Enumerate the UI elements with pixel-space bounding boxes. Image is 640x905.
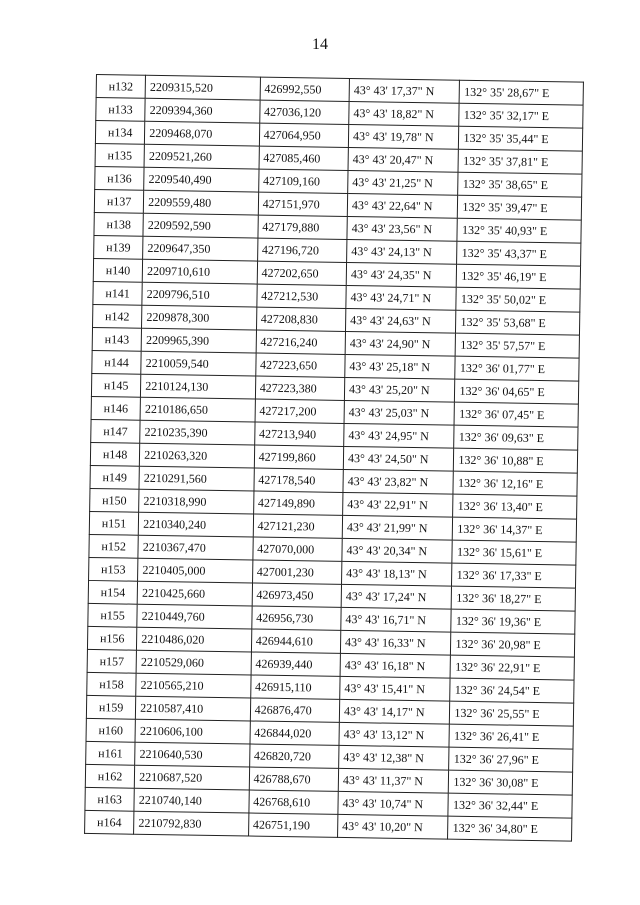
point-id-cell: н150	[90, 488, 140, 512]
x-coordinate-cell: 2209315,520	[145, 75, 260, 100]
y-coordinate-cell: 427208,830	[256, 307, 346, 331]
y-coordinate-cell: 427070,000	[253, 537, 343, 561]
latitude-cell: 43° 43' 24,13" N	[347, 239, 458, 264]
latitude-cell: 43° 43' 10,74" N	[338, 791, 449, 816]
y-coordinate-cell: 427179,880	[258, 215, 348, 239]
x-coordinate-cell: 2210640,530	[135, 742, 250, 767]
latitude-cell: 43° 43' 23,56" N	[347, 216, 458, 241]
x-coordinate-cell: 2210486,020	[137, 627, 252, 652]
x-coordinate-cell: 2210606,100	[135, 719, 250, 744]
latitude-cell: 43° 43' 20,34" N	[342, 538, 453, 563]
longitude-cell: 132° 36' 19,36" E	[451, 609, 575, 634]
latitude-cell: 43° 43' 24,63" N	[346, 308, 457, 333]
latitude-cell: 43° 43' 24,50" N	[343, 446, 454, 471]
x-coordinate-cell: 2210263,320	[140, 443, 255, 468]
y-coordinate-cell: 427216,240	[256, 330, 346, 354]
y-coordinate-cell: 426844,020	[250, 721, 340, 745]
point-id-cell: н148	[90, 442, 140, 466]
longitude-cell: 132° 36' 32,44" E	[448, 793, 572, 818]
latitude-cell: 43° 43' 24,95" N	[344, 423, 455, 448]
latitude-cell: 43° 43' 22,91" N	[343, 492, 454, 517]
latitude-cell: 43° 43' 24,71" N	[346, 285, 457, 310]
x-coordinate-cell: 2209647,350	[143, 236, 258, 261]
longitude-cell: 132° 36' 01,77" E	[455, 356, 579, 381]
point-id-cell: н158	[87, 672, 137, 696]
point-id-cell: н141	[93, 281, 143, 305]
x-coordinate-cell: 2210186,650	[140, 397, 255, 422]
longitude-cell: 132° 35' 32,17" E	[459, 103, 583, 128]
point-id-cell: н155	[88, 603, 138, 627]
y-coordinate-cell: 427085,460	[259, 146, 349, 170]
longitude-cell: 132° 36' 15,61" E	[452, 540, 576, 565]
point-id-cell: н152	[89, 534, 139, 558]
x-coordinate-cell: 2209710,610	[142, 259, 257, 284]
longitude-cell: 132° 36' 04,65" E	[455, 379, 579, 404]
longitude-cell: 132° 36' 17,33" E	[452, 563, 576, 588]
point-id-cell: н159	[86, 695, 136, 719]
y-coordinate-cell: 427064,950	[259, 123, 349, 147]
y-coordinate-cell: 426788,670	[249, 767, 339, 791]
point-id-cell: н153	[89, 557, 139, 581]
longitude-cell: 132° 36' 30,08" E	[449, 770, 573, 795]
latitude-cell: 43° 43' 18,13" N	[342, 561, 453, 586]
point-id-cell: н142	[93, 304, 143, 328]
point-id-cell: н164	[85, 810, 135, 834]
y-coordinate-cell: 427217,200	[255, 399, 345, 423]
longitude-cell: 132° 35' 38,65" E	[458, 172, 582, 197]
x-coordinate-cell: 2210565,210	[136, 673, 251, 698]
latitude-cell: 43° 43' 10,20" N	[338, 814, 449, 839]
y-coordinate-cell: 426768,610	[249, 790, 339, 814]
longitude-cell: 132° 35' 35,44" E	[459, 126, 583, 151]
point-id-cell: н134	[95, 121, 145, 145]
x-coordinate-cell: 2210318,990	[139, 489, 254, 514]
latitude-cell: 43° 43' 24,35" N	[346, 262, 457, 287]
latitude-cell: 43° 43' 15,41" N	[340, 676, 451, 701]
latitude-cell: 43° 43' 16,18" N	[340, 653, 451, 678]
x-coordinate-cell: 2210124,130	[141, 374, 256, 399]
point-id-cell: н154	[88, 580, 138, 604]
x-coordinate-cell: 2210740,140	[134, 788, 249, 813]
point-id-cell: н139	[94, 235, 144, 259]
longitude-cell: 132° 36' 12,16" E	[453, 471, 577, 496]
x-coordinate-cell: 2209592,590	[143, 213, 258, 238]
latitude-cell: 43° 43' 25,20" N	[344, 377, 455, 402]
longitude-cell: 132° 35' 43,37" E	[457, 241, 581, 266]
y-coordinate-cell: 427121,230	[253, 514, 343, 538]
y-coordinate-cell: 427223,380	[255, 376, 345, 400]
longitude-cell: 132° 35' 53,68" E	[456, 310, 580, 335]
longitude-cell: 132° 36' 07,45" E	[454, 402, 578, 427]
y-coordinate-cell: 426876,470	[250, 698, 340, 722]
longitude-cell: 132° 36' 22,91" E	[451, 655, 575, 680]
point-id-cell: н162	[85, 764, 135, 788]
point-id-cell: н135	[95, 143, 145, 167]
latitude-cell: 43° 43' 14,17" N	[339, 699, 450, 724]
y-coordinate-cell: 426956,730	[251, 606, 341, 630]
point-id-cell: н133	[96, 98, 146, 122]
y-coordinate-cell: 427001,230	[252, 560, 342, 584]
longitude-cell: 132° 35' 40,93" E	[457, 218, 581, 243]
point-id-cell: н149	[90, 465, 140, 489]
longitude-cell: 132° 35' 50,02" E	[456, 287, 580, 312]
x-coordinate-cell: 2209394,360	[145, 98, 260, 123]
latitude-cell: 43° 43' 23,82" N	[343, 469, 454, 494]
longitude-cell: 132° 36' 09,63" E	[454, 425, 578, 450]
longitude-cell: 132° 36' 24,54" E	[450, 678, 574, 703]
x-coordinate-cell: 2210687,520	[134, 765, 249, 790]
longitude-cell: 132° 36' 27,96" E	[449, 747, 573, 772]
y-coordinate-cell: 426992,550	[260, 77, 350, 101]
point-id-cell: н137	[94, 189, 144, 213]
point-id-cell: н140	[93, 258, 143, 282]
x-coordinate-cell: 2210587,410	[136, 696, 251, 721]
longitude-cell: 132° 35' 28,67" E	[460, 80, 584, 105]
latitude-cell: 43° 43' 18,82" N	[349, 101, 460, 126]
y-coordinate-cell: 427212,530	[257, 284, 347, 308]
longitude-cell: 132° 35' 46,19" E	[457, 264, 581, 289]
x-coordinate-cell: 2210529,060	[136, 650, 251, 675]
y-coordinate-cell: 427151,970	[258, 192, 348, 216]
y-coordinate-cell: 427036,120	[259, 100, 349, 124]
latitude-cell: 43° 43' 22,64" N	[347, 193, 458, 218]
point-id-cell: н138	[94, 212, 144, 236]
point-id-cell: н136	[95, 166, 145, 190]
longitude-cell: 132° 35' 57,57" E	[456, 333, 580, 358]
y-coordinate-cell: 426820,720	[249, 744, 339, 768]
point-id-cell: н163	[85, 787, 135, 811]
latitude-cell: 43° 43' 20,47" N	[348, 147, 459, 172]
point-id-cell: н157	[87, 649, 137, 673]
y-coordinate-cell: 427109,160	[258, 169, 348, 193]
x-coordinate-cell: 2210405,000	[138, 558, 253, 583]
longitude-cell: 132° 35' 39,47" E	[458, 195, 582, 220]
latitude-cell: 43° 43' 13,12" N	[339, 722, 450, 747]
coordinates-table-body	[85, 75, 584, 842]
point-id-cell: н144	[92, 350, 142, 374]
latitude-cell: 43° 43' 11,37" N	[338, 768, 449, 793]
coordinates-table	[84, 74, 584, 842]
latitude-cell: 43° 43' 21,25" N	[348, 170, 459, 195]
point-id-cell: н147	[91, 419, 141, 443]
point-id-cell: н132	[96, 75, 146, 99]
x-coordinate-cell: 2210449,760	[137, 604, 252, 629]
longitude-cell: 132° 36' 26,41" E	[449, 724, 573, 749]
longitude-cell: 132° 36' 25,55" E	[450, 701, 574, 726]
point-id-cell: н161	[86, 741, 136, 765]
longitude-cell: 132° 36' 10,88" E	[454, 448, 578, 473]
point-id-cell: н156	[87, 626, 137, 650]
x-coordinate-cell: 2210340,240	[138, 512, 253, 537]
x-coordinate-cell: 2209521,260	[144, 144, 259, 169]
x-coordinate-cell: 2209796,510	[142, 282, 257, 307]
y-coordinate-cell: 426944,610	[251, 629, 341, 653]
y-coordinate-cell: 426915,110	[250, 675, 340, 699]
x-coordinate-cell: 2209540,490	[144, 167, 259, 192]
longitude-cell: 132° 36' 20,98" E	[451, 632, 575, 657]
longitude-cell: 132° 36' 34,80" E	[448, 816, 572, 841]
latitude-cell: 43° 43' 12,38" N	[339, 745, 450, 770]
latitude-cell: 43° 43' 19,78" N	[348, 124, 459, 149]
x-coordinate-cell: 2209559,480	[144, 190, 259, 215]
latitude-cell: 43° 43' 16,71" N	[341, 607, 452, 632]
x-coordinate-cell: 2209468,070	[145, 121, 260, 146]
latitude-cell: 43° 43' 17,24" N	[341, 584, 452, 609]
x-coordinate-cell: 2210425,660	[137, 581, 252, 606]
y-coordinate-cell: 427178,540	[254, 468, 344, 492]
y-coordinate-cell: 427199,860	[254, 445, 344, 469]
y-coordinate-cell: 426751,190	[248, 813, 338, 837]
y-coordinate-cell: 427196,720	[257, 238, 347, 262]
x-coordinate-cell: 2209878,300	[142, 305, 257, 330]
x-coordinate-cell: 2210235,390	[140, 420, 255, 445]
latitude-cell: 43° 43' 24,90" N	[345, 331, 456, 356]
x-coordinate-cell: 2210792,830	[134, 811, 249, 836]
longitude-cell: 132° 36' 18,27" E	[452, 586, 576, 611]
y-coordinate-cell: 427149,890	[253, 491, 343, 515]
x-coordinate-cell: 2210291,560	[139, 466, 254, 491]
latitude-cell: 43° 43' 17,37" N	[349, 78, 460, 103]
longitude-cell: 132° 35' 37,81" E	[458, 149, 582, 174]
point-id-cell: н160	[86, 718, 136, 742]
latitude-cell: 43° 43' 25,03" N	[344, 400, 455, 425]
point-id-cell: н143	[92, 327, 142, 351]
y-coordinate-cell: 427202,650	[257, 261, 347, 285]
latitude-cell: 43° 43' 16,33" N	[340, 630, 451, 655]
latitude-cell: 43° 43' 25,18" N	[345, 354, 456, 379]
y-coordinate-cell: 426939,440	[251, 652, 341, 676]
y-coordinate-cell: 427223,650	[255, 353, 345, 377]
longitude-cell: 132° 36' 13,40" E	[453, 494, 577, 519]
y-coordinate-cell: 427213,940	[254, 422, 344, 446]
page-number: 14	[312, 36, 328, 53]
longitude-cell: 132° 36' 14,37" E	[453, 517, 577, 542]
point-id-cell: н146	[91, 396, 141, 420]
y-coordinate-cell: 426973,450	[252, 583, 342, 607]
x-coordinate-cell: 2209965,390	[141, 328, 256, 353]
x-coordinate-cell: 2210059,540	[141, 351, 256, 376]
point-id-cell: н145	[91, 373, 141, 397]
latitude-cell: 43° 43' 21,99" N	[342, 515, 453, 540]
x-coordinate-cell: 2210367,470	[138, 535, 253, 560]
point-id-cell: н151	[89, 511, 139, 535]
